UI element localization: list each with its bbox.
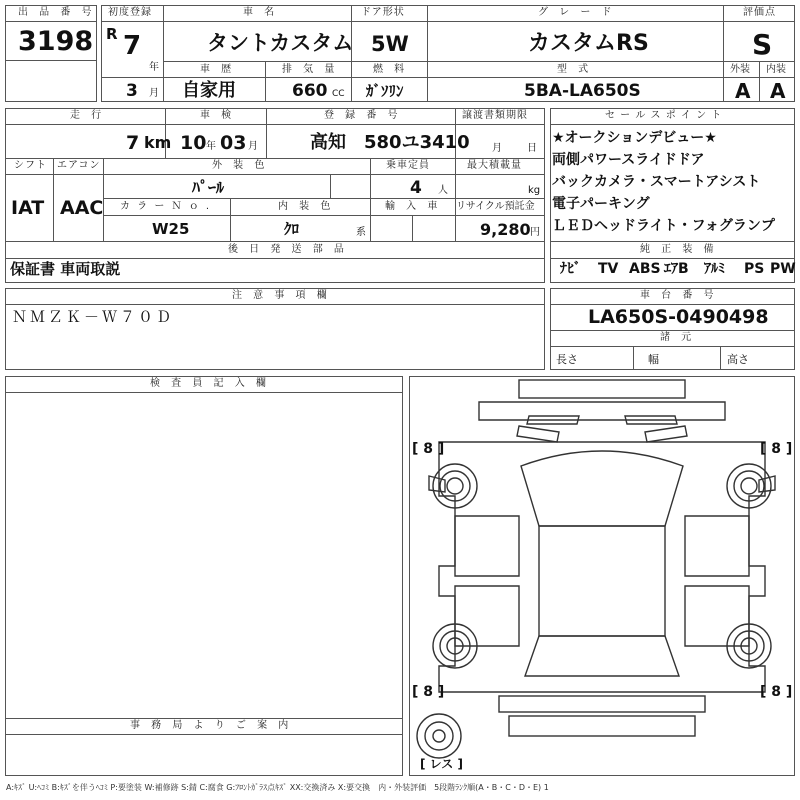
tire-spare: [ レス ] — [420, 757, 463, 771]
fuel: ｶﾞｿﾘﾝ — [366, 82, 404, 100]
capacity-unit: 人 — [438, 185, 448, 196]
shift: IAT — [11, 197, 45, 219]
sales-point-4: 電子パーキング — [552, 196, 650, 212]
inspection-month: 03 — [220, 132, 247, 154]
int-color: ｸﾛ — [284, 220, 300, 238]
dims-length: 長さ — [556, 353, 578, 366]
car-diagram — [409, 376, 795, 776]
grade: カスタムRS — [528, 31, 649, 56]
registration-label: 登 録 番 号 — [324, 110, 402, 121]
first-reg-label: 初度登録 — [108, 7, 152, 18]
color: ﾊﾟｰﾙ — [192, 178, 225, 197]
recycle-label: リサイクル預託金 — [456, 201, 535, 212]
sales-point-5: ＬＥＤヘッドライト・フォグランプ — [552, 218, 775, 234]
later-parts-label: 後 日 発 送 部 品 — [228, 244, 348, 255]
transfer-label: 譲渡書類期限 — [462, 110, 528, 121]
displacement-unit: CC — [332, 89, 345, 99]
later-parts: 保証書 車両取説 — [10, 260, 121, 278]
score: S — [752, 28, 773, 61]
chassis-number: LA650S-0490498 — [588, 306, 769, 328]
capacity: 4 — [410, 178, 422, 198]
inspector-label: 検 査 員 記 入 欄 — [150, 378, 270, 389]
equipment-alloy: ｱﾙﾐ — [704, 261, 725, 277]
notes-text: ＮＭＺＫ－Ｗ７０Ｄ — [12, 308, 175, 326]
fuel-label: 燃 料 — [373, 64, 409, 75]
dims-label: 諸 元 — [660, 332, 696, 343]
tire-front-right: [ 8 ] — [760, 441, 793, 457]
equipment-pw: PW — [770, 261, 796, 277]
legend: A:ｷｽﾞ U:ﾍｺﾐ B:ｷｽﾞを伴うﾍｺﾐ P:要塗装 W:補修跡 S:錆 C:腐食 G:ﾌﾛﾝﾄｶﾞﾗｽ点ｷｽﾞ XX:交換済み X:要交換 内・外装評価 5段階ﾗﾝｸ順(A・B・C・D・E) 1 — [6, 783, 549, 792]
score-label: 評価点 — [743, 7, 776, 18]
equipment-ps: PS — [744, 261, 765, 277]
inspection-year-unit: 年 — [206, 141, 216, 152]
displacement: 660 — [292, 81, 328, 101]
history: 自家用 — [182, 80, 236, 101]
interior-label: 内装 — [766, 64, 786, 75]
model: 5BA-LA650S — [524, 81, 641, 101]
lot-number: 3198 — [18, 26, 94, 57]
dims-height: 高さ — [727, 353, 749, 366]
int-color-unit: 系 — [356, 227, 366, 238]
door-type: 5W — [371, 32, 409, 56]
sales-point-2: 両側パワースライドドア — [552, 152, 705, 168]
first-reg-month: 3 — [126, 81, 138, 101]
equipment-airbag: ｴｱB — [664, 261, 689, 277]
equipment-tv: TV — [598, 261, 619, 277]
sales-point-3: バックカメラ・スマートアシスト — [552, 174, 761, 190]
exterior-label: 外装 — [730, 64, 750, 75]
mileage-unit: km — [144, 133, 172, 152]
shift-label: シフト — [14, 160, 47, 171]
car-name: タントカスタム — [207, 31, 354, 55]
mileage: 7 — [126, 132, 140, 154]
color-no-label: カ ラ ー Ｎ ｏ . — [120, 201, 212, 212]
tire-front-left: [ 8 ] — [412, 441, 445, 457]
recycle-fee: 9,280 — [480, 220, 531, 239]
aircon-label: エアコン — [57, 160, 101, 171]
lot-label: 出 品 番 号 — [18, 7, 96, 18]
transfer-month-unit: 月 — [492, 143, 502, 154]
aircon: AAC — [60, 197, 104, 219]
first-reg-month-unit: 月 — [149, 88, 159, 99]
max-load-unit: kg — [528, 185, 541, 196]
sales-point-1: ★オークションデビュー★ — [552, 130, 717, 146]
first-reg-era: R — [106, 25, 118, 43]
displacement-label: 排 気 量 — [282, 64, 339, 75]
interior-grade: A — [770, 79, 786, 103]
inspection-label: 車 検 — [200, 110, 236, 121]
max-load-label: 最大積載量 — [467, 160, 522, 171]
inspection-year: 10 — [180, 132, 207, 154]
notes-label: 注 意 事 項 欄 — [232, 290, 331, 301]
first-reg-year: 7 — [123, 31, 142, 61]
dims-width: 幅 — [648, 353, 659, 366]
color-no: W25 — [152, 220, 190, 238]
equipment-abs: ABS — [629, 261, 661, 277]
registration-number: 高知 580ユ3410 — [310, 132, 470, 153]
door-label: ドア形状 — [361, 7, 405, 18]
grade-label: グ レ ー ド — [538, 7, 616, 18]
transfer-day-unit: 日 — [527, 143, 537, 154]
recycle-unit: 円 — [530, 227, 540, 238]
model-label: 型 式 — [557, 64, 593, 75]
inspector-box — [5, 376, 403, 776]
first-reg-year-unit: 年 — [149, 62, 159, 73]
car-name-label: 車 名 — [243, 7, 279, 18]
int-color-label: 内 装 色 — [278, 201, 335, 212]
sales-points-label: セ ー ル ス ポ イ ン ト — [605, 110, 723, 121]
inspection-month-unit: 月 — [248, 141, 258, 152]
history-label: 車 歴 — [200, 64, 236, 75]
capacity-label: 乗車定員 — [386, 160, 430, 171]
tire-rear-right: [ 8 ] — [760, 684, 793, 700]
color-label: 外 装 色 — [212, 160, 269, 171]
chassis-label: 車 台 番 号 — [640, 290, 718, 301]
equipment-label: 純 正 装 備 — [640, 244, 718, 255]
exterior-grade: A — [735, 79, 751, 103]
tire-rear-left: [ 8 ] — [412, 684, 445, 700]
import-label: 輸 入 車 — [385, 201, 442, 212]
equipment-navi: ﾅﾋﾞ — [560, 261, 581, 277]
mileage-label: 走 行 — [70, 110, 106, 121]
office-label: 事 務 局 よ り ご 案 内 — [130, 720, 293, 731]
